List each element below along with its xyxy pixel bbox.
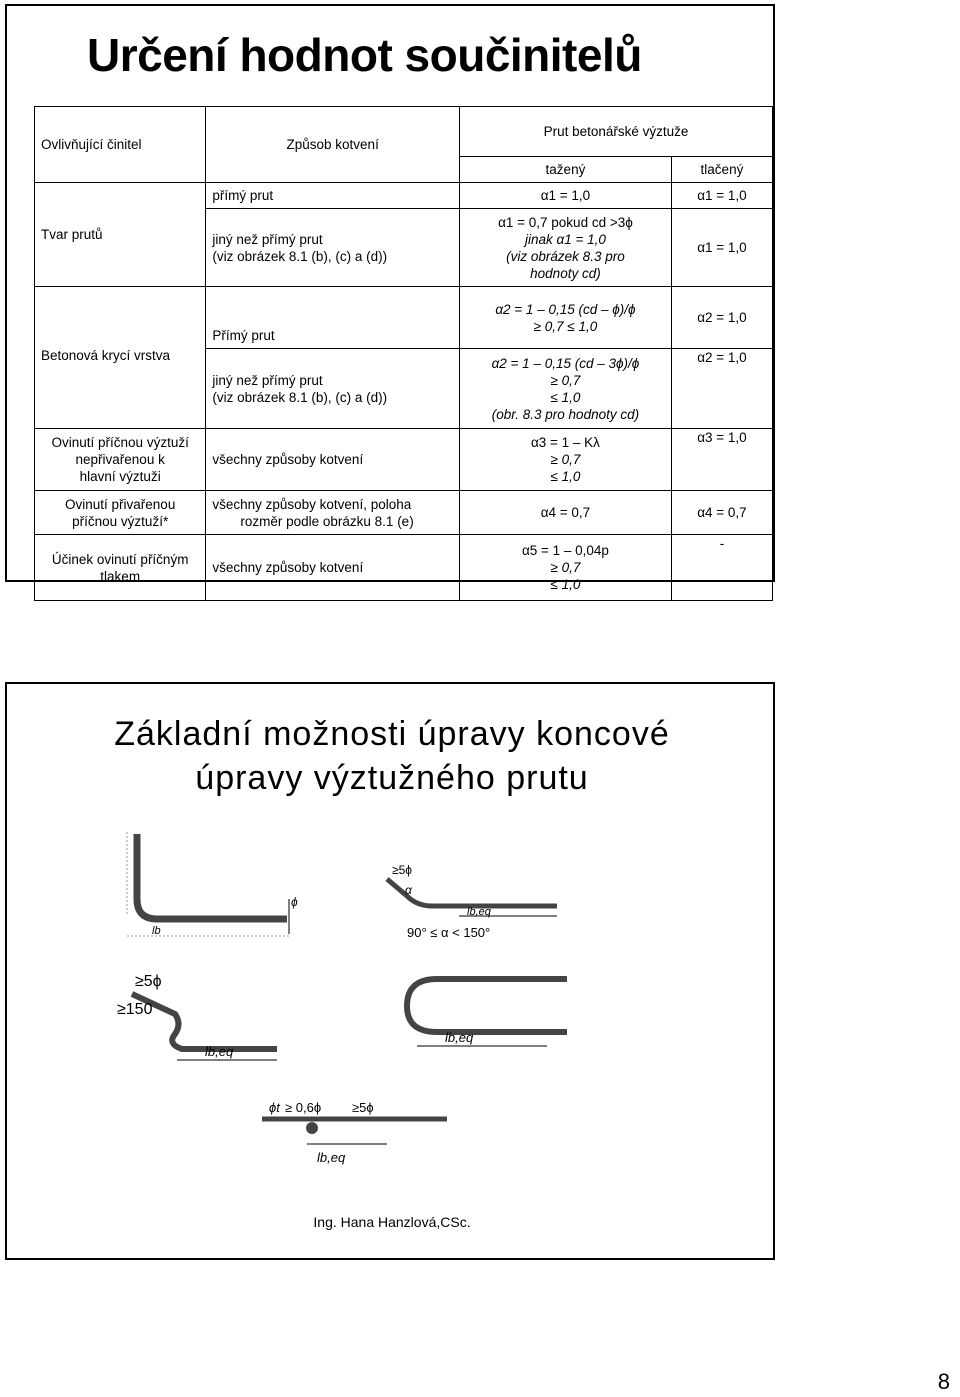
cell-tension: α3 = 1 – Kλ ≥ 0,7 ≤ 1,0 <box>459 429 671 491</box>
cell-tension: α4 = 0,7 <box>459 491 671 535</box>
cell-compression: α2 = 1,0 <box>671 349 772 429</box>
header-influence: Ovlivňující činitel <box>35 107 206 183</box>
figure-bent-bar <box>387 863 557 940</box>
label-angle-range: 90° ≤ α < 150° <box>407 925 491 940</box>
author: Ing. Hana Hanzlová,CSc. <box>313 1214 471 1230</box>
slide-coefficients <box>5 4 775 592</box>
label-lbeq-hook: lb,eq <box>205 1044 234 1059</box>
cell-tension: α2 = 1 – 0,15 (cd – 3ϕ)/ϕ ≥ 0,7 ≤ 1,0 (obr. 8.3 pro hodnoty cd) <box>459 349 671 429</box>
row-label-welded: Ovinutí přivařenou příčnou výztuží* <box>35 491 206 535</box>
row-label-shape: Tvar prutů <box>35 183 206 287</box>
label-lbeq-loop: lb,eq <box>445 1030 474 1045</box>
header-anchorage: Způsob kotvení <box>206 107 460 183</box>
label-150: ≥150 <box>117 1001 153 1018</box>
label-phi-t: ϕt <box>269 1100 280 1115</box>
label-lbeq: lb,eq <box>467 906 491 918</box>
slide-end-anchorage <box>5 682 775 1260</box>
cell-tension: α1 = 1,0 <box>459 183 671 209</box>
cell-way: všechny způsoby kotvení, poloha rozměr podle obrázku 8.1 (e) <box>206 491 460 535</box>
row-label-cover: Betonová krycí vrstva <box>35 287 206 429</box>
slide-title: Určení hodnot součinitelů <box>87 29 642 81</box>
anchorage-figures <box>7 684 777 1262</box>
cell-tension: α1 = 0,7 pokud cd >3ϕ jinak α1 = 1,0 (viz obrázek 8.3 pro hodnoty cd) <box>459 209 671 287</box>
label-5phi-welded: ≥5ϕ <box>352 1100 374 1115</box>
figure-loop <box>407 979 567 1046</box>
coefficients-table <box>34 106 773 601</box>
label-5phi-hook: ≥5ϕ <box>135 973 162 990</box>
cell-way: jiný než přímý prut (viz obrázek 8.1 (b), (c) a (d)) <box>206 349 460 429</box>
label-alpha: α <box>405 883 412 897</box>
cell-tension: α2 = 1 – 0,15 (cd – ϕ)/ϕ ≥ 0,7 ≤ 1,0 <box>459 287 671 349</box>
row-label-pressure: Účinek ovinutí příčným tlakem <box>35 535 206 601</box>
cell-compression: α2 = 1,0 <box>671 287 772 349</box>
label-lbeq-welded: lb,eq <box>317 1150 346 1165</box>
cell-compression: α1 = 1,0 <box>671 209 772 287</box>
header-tension: tažený <box>459 157 671 183</box>
label-06phi: ≥ 0,6ϕ <box>285 1100 322 1115</box>
slide-title: Základní možnosti úpravy koncové úpravy výztužného prutu <box>114 715 670 797</box>
label-lb: lb <box>152 925 161 937</box>
cell-way: jiný než přímý prut (viz obrázek 8.1 (b), (c) a (d)) <box>206 209 460 287</box>
cell-way: přímý prut <box>206 183 460 209</box>
cell-way: Přímý prut <box>206 287 460 349</box>
header-compression: tlačený <box>671 157 772 183</box>
figure-hook <box>117 973 277 1060</box>
row-label-unwelded: Ovinutí příčnou výztuží nepřivařenou k hlavní výztuži <box>35 429 206 491</box>
cell-tension: α5 = 1 – 0,04p ≥ 0,7 ≤ 1,0 <box>459 535 671 601</box>
figure-welded-bar <box>262 1100 447 1165</box>
cell-way: všechny způsoby kotvení <box>206 535 460 601</box>
label-phi: ϕ <box>291 895 298 909</box>
header-bar-group: Prut betonářské výztuže <box>459 107 772 157</box>
figure-straight-bar <box>127 832 298 937</box>
page-number: 8 <box>937 1369 950 1394</box>
cell-compression: - <box>671 535 772 601</box>
transverse-bar <box>306 1122 318 1134</box>
cell-way: všechny způsoby kotvení <box>206 429 460 491</box>
cell-compression: α3 = 1,0 <box>671 429 772 491</box>
cell-compression: α4 = 0,7 <box>671 491 772 535</box>
label-5phi: ≥5ϕ <box>392 863 412 877</box>
cell-compression: α1 = 1,0 <box>671 183 772 209</box>
